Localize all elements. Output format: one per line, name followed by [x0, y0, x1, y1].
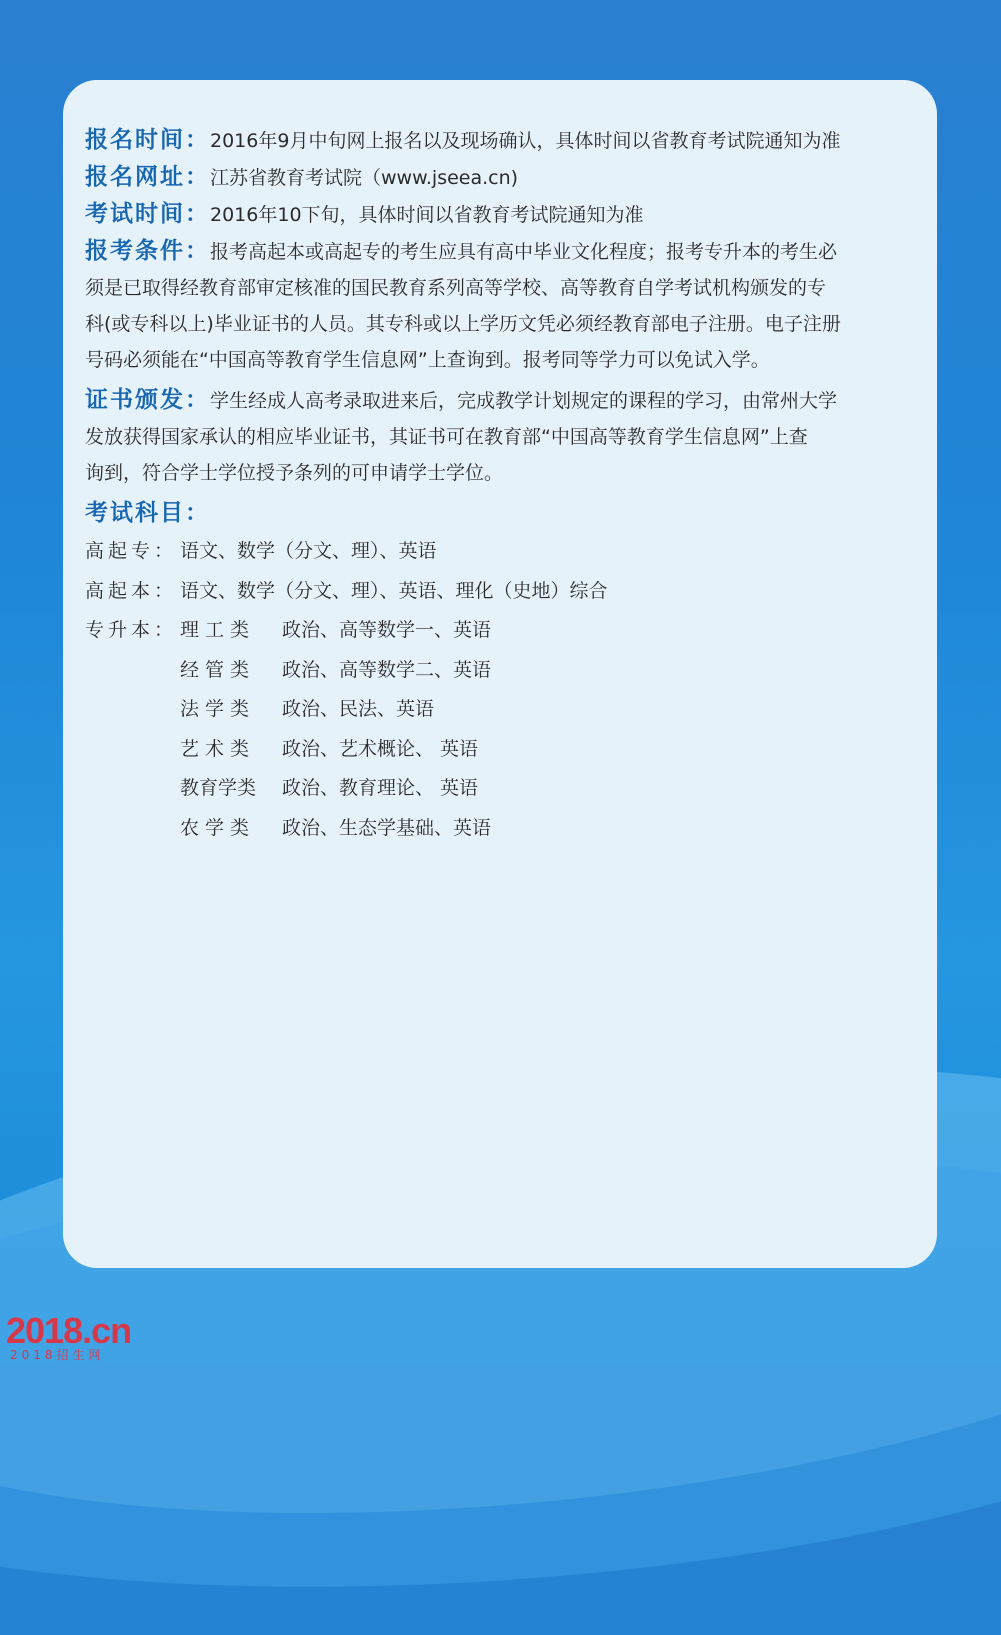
certificate-line: 学生经成人高考录取进来后，完成教学计划规定的课程的学习，由常州大学	[210, 390, 838, 412]
certificate-line: 询到，符合学士学位授予条列的可申请学士学位。	[85, 462, 504, 484]
subject-category: 经管类	[180, 658, 256, 681]
subject-row-gaoqizhuan	[85, 532, 925, 572]
certificate-paragraph	[85, 382, 925, 491]
subject-category: 教育学类	[180, 777, 257, 799]
subject-row-gaoqiben	[85, 572, 925, 612]
subject-value: 语文、数学（分文、理）、英语、理化（史地）综合	[180, 579, 608, 602]
subject-row-category	[85, 690, 925, 730]
subject-row-category	[85, 730, 925, 770]
reg-time-heading: 报名时间：	[85, 127, 210, 153]
watermark-logo	[6, 1310, 156, 1364]
subject-category: 农学类	[180, 816, 256, 839]
subject-category: 法学类	[180, 698, 256, 720]
subject-value: 政治、生态学基础、英语	[282, 816, 492, 839]
conditions-paragraph	[85, 233, 925, 378]
content-card	[63, 80, 937, 1268]
subject-value: 语文、数学（分文、理）、英语	[180, 540, 437, 562]
reg-site-row	[85, 159, 925, 196]
subject-category: 艺术类	[180, 737, 256, 760]
subject-row-category	[85, 769, 925, 809]
reg-site-heading: 报名网址：	[85, 164, 210, 190]
certificate-line: 发放获得国家承认的相应毕业证书，其证书可在教育部“中国高等教育学生信息网”上查	[85, 426, 808, 448]
reg-time-text: 2016年9月中旬网上报名以及现场确认，具体时间以省教育考试院通知为准	[210, 130, 841, 152]
conditions-heading: 报考条件：	[85, 238, 210, 264]
content	[85, 122, 925, 848]
exam-time-text: 2016年10下旬，具体时间以省教育考试院通知为准	[210, 204, 644, 226]
logo-subtext: 2018招生网	[10, 1348, 105, 1362]
subject-row-zhuanshengben	[85, 611, 925, 651]
subjects-heading: 考试科目：	[85, 500, 210, 526]
subject-value: 政治、艺术概论、 英语	[282, 737, 479, 760]
subject-category: 理工类	[180, 619, 256, 641]
subject-value: 政治、民法、英语	[282, 698, 435, 720]
certificate-heading: 证书颁发：	[85, 387, 210, 413]
subject-label: 专升本：	[85, 619, 178, 641]
subject-label: 高起专：	[85, 540, 178, 562]
exam-time-row	[85, 196, 925, 233]
subject-row-category	[85, 809, 925, 849]
reg-site-text[interactable]: 江苏省教育考试院（www.jseea.cn)	[210, 167, 519, 189]
subject-row-category	[85, 651, 925, 691]
subject-label: 高起本：	[85, 579, 178, 602]
subject-value: 政治、高等数学一、英语	[282, 619, 492, 641]
logo-text: 2018.cn	[6, 1310, 132, 1351]
subject-value: 政治、高等数学二、英语	[282, 658, 492, 681]
conditions-line: 报考高起本或高起专的考生应具有高中毕业文化程度；报考专升本的考生必	[210, 241, 838, 263]
conditions-line: 科(或专科以上)毕业证书的人员。其专科或以上学历文凭必须经教育部电子注册。电子注册	[85, 313, 841, 335]
exam-time-heading: 考试时间：	[85, 201, 210, 227]
subjects-heading-row	[85, 495, 925, 532]
conditions-line: 须是已取得经教育部审定核准的国民教育系列高等学校、高等教育自学考试机构颁发的专	[85, 277, 827, 299]
conditions-line: 号码必须能在“中国高等教育学生信息网”上查询到。报考同等学力可以免试入学。	[85, 349, 770, 371]
reg-time-row	[85, 122, 925, 159]
subject-value: 政治、教育理论、 英语	[282, 777, 479, 799]
